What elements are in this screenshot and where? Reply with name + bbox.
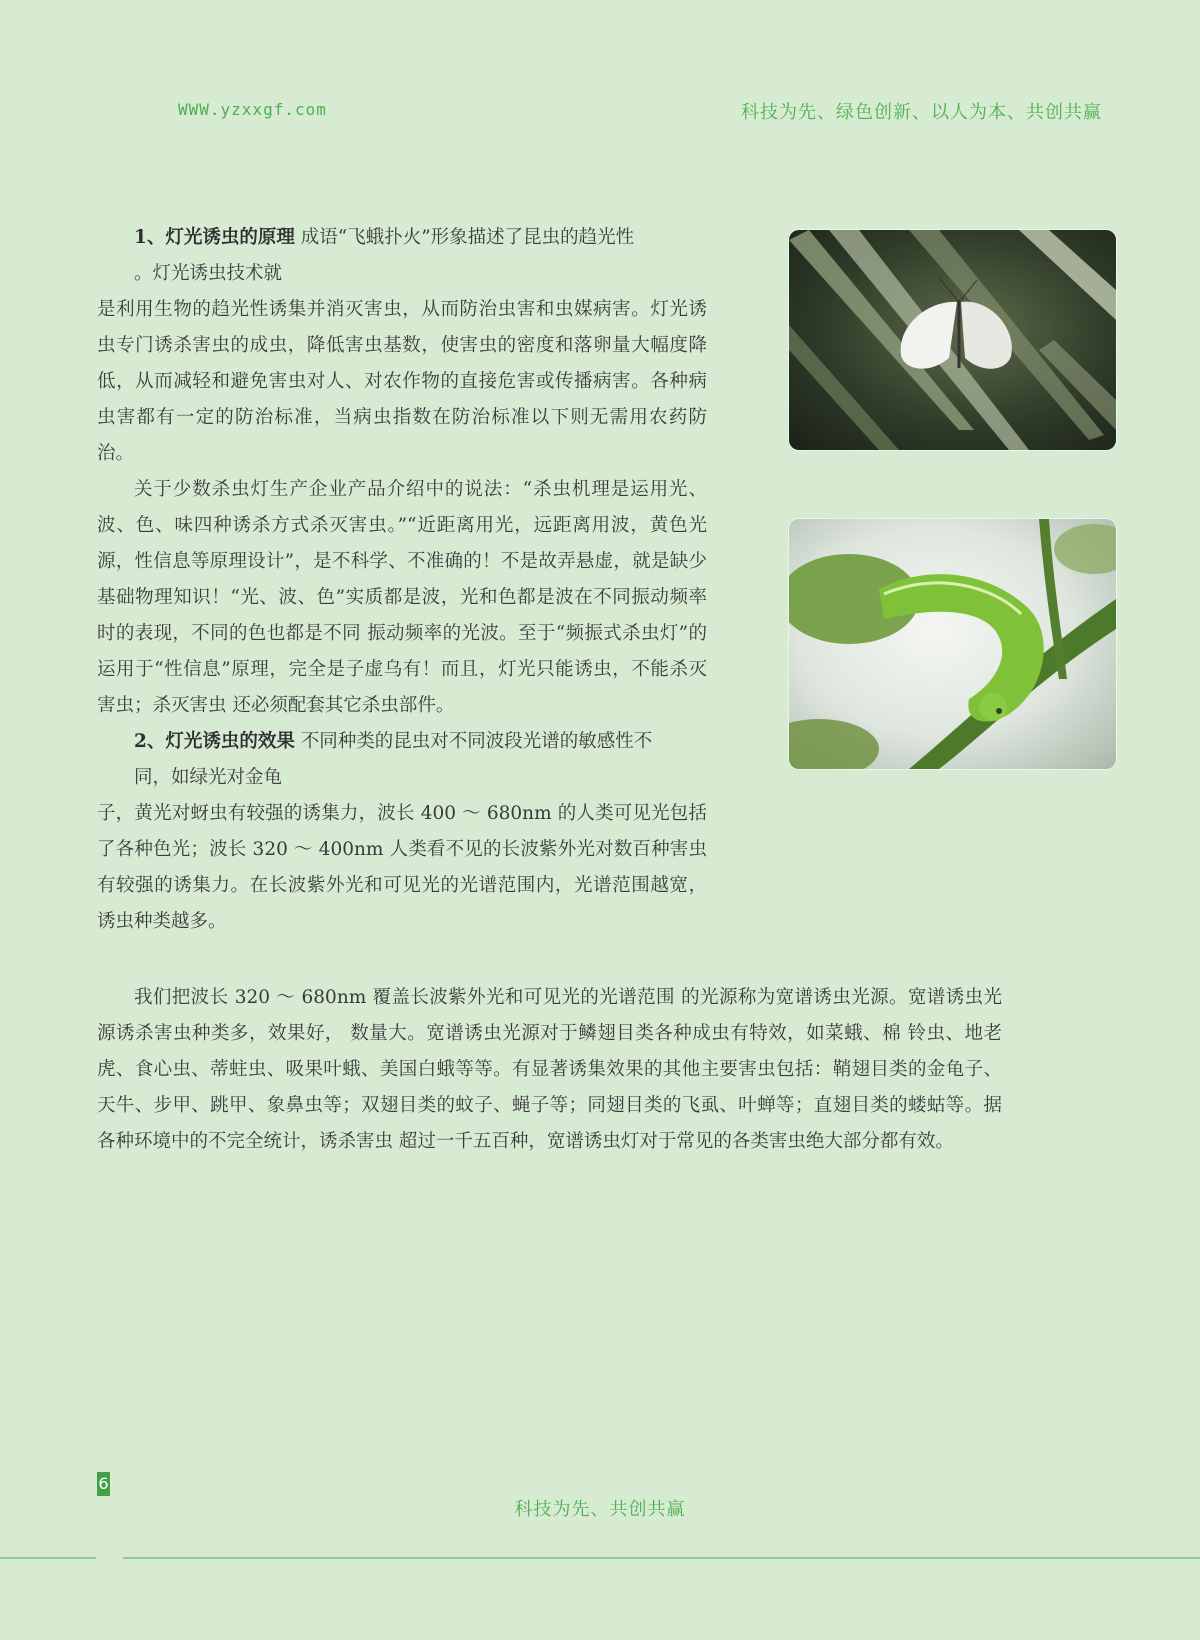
section1-lead-line: [97, 220, 707, 256]
section1-paragraph-2: 关于少数杀虫灯生产企业产品介绍中的说法：“杀虫机理是运用光、波、色、味四种诱杀方式杀灭害虫。”“近距离用光，远距离用波，黄色光源，性信息等原理设计”，是不科学、不准确的！不是故弄悬虚，就是缺少基础物理知识！“光、波、色”实质都是波，光和色都是波在不同振动频率时的表现，不同的色也都是不同 振动频率的光波。至于“频振式杀虫灯”的运用于“性信息”原理，完全是子虚乌有！而且，灯光只能诱虫，不能杀灭害虫；杀灭害虫 还必须配套其它杀虫部件。: [97, 479, 707, 716]
footer-rule-left: [0, 1557, 96, 1559]
page-number: 6: [97, 1472, 110, 1496]
section2-lead-line: [97, 724, 707, 760]
full-width-text: [97, 980, 1002, 1160]
section2-lead: 不同种类的昆虫对不同波段光谱的敏感性不: [294, 731, 653, 752]
section2-body: 子，黄光对蚜虫有较强的诱集力，波长 400 ～ 680nm 的人类可见光包括了各种色光；波长 320 ～ 400nm 人类看不见的长波紫外光对数百种害虫有较强的诱集力。在长波紫外光和可见光的光谱范围内，光谱范围越宽，诱虫种类越多。: [97, 803, 707, 932]
article-column: [97, 220, 707, 940]
footer-slogan: 科技为先、共创共赢: [514, 1499, 686, 1520]
section1-body: 是利用生物的趋光性诱集并消灭害虫，从而防治虫害和虫媒病害。灯光诱虫专门诱杀害虫的成虫，降低害虫基数，使害虫的密度和落卵量大幅度降低，从而减轻和避免害虫对人、对农作物的直接危害或传播病害。各种病虫害都有一定的防治标准，当病虫指数在防治标准以下则无需用农药防治。: [97, 299, 707, 464]
header-slogan: 科技为先、绿色创新、以人为本、共创共赢: [741, 102, 1102, 123]
caterpillar-photo: [789, 519, 1116, 769]
section2-heading: 2、灯光诱虫的效果: [134, 731, 295, 752]
butterfly-photo: [789, 230, 1116, 450]
section1-lead-continuation: 。灯光诱虫技术就: [134, 263, 283, 284]
header-website-url: WWW.yzxxgf.com: [178, 100, 327, 119]
section1-lead: 成语“飞蛾扑火”形象描述了昆虫的趋光性: [294, 227, 635, 248]
section2-lead-continuation: 同，如绿光对金龟: [134, 767, 283, 788]
section2-paragraph-2: 我们把波长 320 ～ 680nm 覆盖长波紫外光和可见光的光谱范围 的光源称为宽谱诱虫光源。宽谱诱虫光源诱杀害虫种类多，效果好， 数量大。宽谱诱虫光源对于鳞翅目类各种成虫有特效，如菜蛾、棉 铃虫、地老虎、食心虫、蒂蛀虫、吸果叶蛾、美国白蛾等等。有显著诱集效果的其他主要害虫包括：鞘翅目类的金龟子、天牛、步甲、跳甲、象鼻虫等；双翅目类的蚊子、蝇子等；同翅目类的飞虱、叶蝉等；直翅目类的蝼蛄等。据各种环境中的不完全统计，诱杀害虫 超过一千五百种，宽谱诱虫灯对于常见的各类害虫绝大部分都有效。: [97, 987, 1002, 1152]
footer-rule-right: [123, 1557, 1200, 1559]
section1-heading: 1、灯光诱虫的原理: [134, 227, 295, 248]
